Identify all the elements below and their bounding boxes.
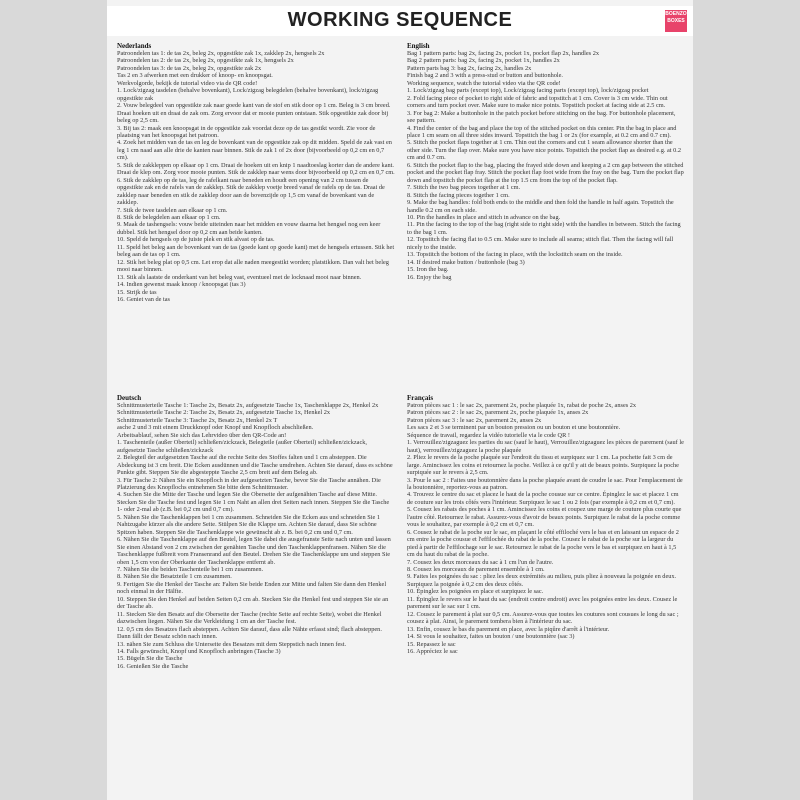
instruction-line: 1. Lock/zigzag bag parts (except top), Lock/zigzag facing parts (except top), lock/zigzag pocket [407, 87, 649, 95]
instruction-line: Patroondelen tas 2: de tas 2x, beleg 2x, opgestikte zak 1x, hengsels 2x [117, 57, 294, 65]
section-nederlands [117, 42, 395, 303]
instruction-line: Patroondelen tas 1: de tas 2x, beleg 2x, opgestikte zak 1x, zakklep 2x, hengsels 2x [117, 50, 325, 57]
instruction-line: 13. Topstitch the bottom of the facing in place, with the lockstitch seam on the inside. [407, 251, 623, 259]
instruction-line: 12. Stik het beleg plat op 0,5 cm. Let erop dat alle naden meegestikt worden; platstikken. Dan valt het beleg mooi naar binnen. [117, 258, 389, 274]
section-francais [407, 394, 685, 655]
instruction-line: 4. Find the center of the bag and place the top of the stitched pocket on this center. Pin the bag in place and place 1 cm seam on all three sides inward. Topstitch the bag 1 or 2x (for example, at 0.2 cm and 0.7 cm). [407, 124, 677, 139]
instruction-line: 2. Fold facing piece of pocket to right side of fabric and topstitch at 1 cm. Cover is 3 cm wide. Thin out corners and turn pocket over. Make sure to make nice points. Topstitch pocket at facing side at 2.5 cm. [407, 94, 668, 110]
instruction-list [407, 50, 685, 281]
instruction-line: 16. Enjoy the bag [407, 273, 452, 281]
instruction-line: 7. Stitch the two bag pieces together at 1 cm. [407, 184, 521, 192]
instruction-line: 1. Verrouillez/zigzaguez les parties du sac (sauf le haut), Verrouillez/zigzaguez les pièces de parement (sauf le haut), verrouillez/zigzaguez la poche plaquée [407, 439, 684, 454]
instruction-line: 9. Fertigen Sie die Henkel der Tasche an: Falten Sie beide Enden zur Mitte und falten Sie dann den Henkel noch einmal in der Hälfte. [117, 580, 387, 596]
instruction-line: 6. Nähen Sie die Taschenklappe auf den Beutel, legen Sie dabei die ausgefranste Seite nach unten und lassen Sie einen Abstand von 2 cm zwischen der genähten Tasche und den Taschenklappenfransen. Nähen Sie die Taschenklappe fußbreit vom Fransenrand auf den Beutel. Drehen Sie die Taschenklappe um und steppen Sie oben 1,5 cm von der Oberkante der Taschenklappe entfernt ab. [117, 536, 391, 566]
instruction-line: 3. For bag 2: Make a buttonhole in the patch pocket before stitching on the bag. For buttonhole placement, see pattern. [407, 109, 676, 125]
instruction-line: 4. Zoek het midden van de tas en leg de bovenkant van de opgestikte zak op dit midden. Speld de zak vast en leg 1 cm naad aan alle drie de kanten naar binnen. Stik de zak 1 of 2x door (bijvoorbeeld op 0,2 cm en 0,7 cm). [117, 139, 392, 162]
section-heading: English [407, 42, 430, 50]
instruction-line: 16. Appréciez le sac [407, 647, 458, 655]
instruction-line: Patron pièces sac 1 : le sac 2x, parement 2x, poche plaquée 1x, rabat de poche 2x, anses 2x [407, 402, 637, 409]
instruction-line: 14. Indien gewenst maak knoop / knoopsgat (tas 3) [117, 281, 246, 289]
instruction-list [117, 402, 395, 670]
instruction-line: 6. Cousez le rabat de la poche sur le sac, en plaçant le côté effiloché vers le bas et en laissant un espace de 2 cm entre la poche cousue et l'effilochée du rabat de la poche. Cousez le rabat de la poche sur la largeur du pied à partir de l'effilochage sur le sac. Retournez le rabat de la poche vers le bas et surpiquez en haut à 1,5 cm du haut du rabat de la poche. [407, 528, 679, 559]
instruction-line: Schnittmusterteile Tasche 1: Tasche 2x, Besatz 2x, aufgesetzte Tasche 1x, Taschenklappe 2x, Henkel 2x [117, 402, 379, 409]
page-title: WORKING SEQUENCE [287, 9, 513, 31]
instruction-line: 16. Geniet van de tas [117, 295, 170, 303]
header-bar [107, 6, 693, 36]
instruction-line: 12. 0,5 cm des Besatzes flach absteppen. Achten Sie darauf, dass alle Nähte erfasst sind; flach absteppen. Dann fällt der Besatz schön nach innen. [117, 625, 382, 641]
instruction-line: 11. Speld het beleg aan de bovenkant van de tas (goede kant op goede kant) met de hengsels ertussen. Stik het beleg aan de tas op 1 cm. [117, 243, 395, 259]
section-heading: Nederlands [117, 42, 152, 50]
instruction-line: 11. Pin the facing to the top of the bag (right side to right side) with the handles in between. Stitch the facing to the bag 1 cm. [407, 221, 681, 236]
instruction-line: Patron pièces sac 3 : le sac 2x, parement 2x, anses 2x [407, 416, 542, 424]
instruction-line: Bag 2 pattern parts: bag 2x, facing 2x, pocket 1x, handles 2x [407, 57, 560, 65]
instruction-line: Les sacs 2 et 3 se terminent par un bouton pression ou un bouton et une boutonnière. [407, 424, 621, 432]
instruction-line: 1. Taschenteile (außer Oberteil) schließen/zickzack, Belegteile (außer Oberteil) schließen/zickzack, aufgesetzte Tasche schließen/zickzack [117, 439, 367, 454]
instruction-line: 10. Steppen Sie den Henkel auf beiden Seiten 0,2 cm ab. Stecken Sie die Henkel fest und steppen Sie sie an der Tasche ab. [117, 595, 389, 611]
instruction-line: 6. Stitch the pocket flap to the bag, placing the frayed side down and keeping a 2 cm gap between the stitched pocket and the pocket flap fray. Stitch the pocket flap foot wide from the fray on the bag. Turn the pocket flap down and topstitch the pocket flap at the top 1.5 cm from the top of the pocket flap. [407, 161, 684, 184]
instruction-line: 10. Speld de hengsels op de juiste plek en stik alvast op de tas. [117, 236, 275, 244]
section-deutsch [117, 394, 395, 670]
instruction-line: 3. Pour le sac 2 : Faites une boutonnière dans la poche plaquée avant de coudre le sac. Pour l'emplacement de la boutonnière, reportez-vous au patron. [407, 476, 683, 491]
instruction-line: 5. Nähen Sie die Taschenklappen bei 1 cm zusammen. Schneiden Sie die Ecken aus und schneiden Sie 1 Nahtzugabe kürzer als die andere Seite. Stülpen Sie die Klappe um. Achten Sie darauf, dass Sie schöne Spitzen haben. Steppen Sie die Taschenklappe wie gewünscht ab z. B. bei 0,2 cm und 0,7 cm. [117, 513, 380, 536]
instruction-line: 14. Falls gewünscht, Knopf und Knopfloch anbringen (Tasche 3) [117, 647, 281, 655]
instruction-line: 14. If desired make button / buttonhole (bag 3) [407, 258, 525, 266]
instruction-line: Patroondelen tas 3: de tas 2x, beleg 2x, opgestikte zak 2x [117, 64, 262, 72]
instruction-line: 13. Enfin, cousez le bas du parement en place, avec la piqûre d'arrêt à l'intérieur. [407, 625, 610, 633]
instruction-line: Schnittmusterteile Tasche 3: Tasche 2x, Besatz 2x, Henkel 2x T [117, 416, 278, 424]
instruction-line: 9. Faites les poignées du sac : pliez les deux extrémités au milieu, puis pliez à nouveau la poignée en deux. Surpiquez la poignée à 0,2 cm des deux côtés. [407, 573, 677, 588]
instruction-line: Werkvolgorde, bekijk de tutorial video via de QR code! [117, 79, 258, 87]
instruction-line: asche 2 und 3 mit einem Druckknopf oder Knopf und Knopfloch abschließen. [117, 424, 314, 432]
instruction-line: 3. Für Tasche 2: Nähen Sie ein Knopfloch in der aufgesetzten Tasche, bevor Sie die Tasche annähen. Die Platzierung des Knopflochs entnehmen Sie bitte dem Schnittmuster. [117, 476, 381, 491]
instruction-line: 15. Strijk de tas [117, 288, 157, 296]
instruction-line: 7. Stik de twee tasdelen aan elkaar op 1 cm. [117, 206, 228, 214]
instruction-line: 7. Nähen Sie die beiden Taschenteile bei 1 cm zusammen. [117, 565, 264, 573]
instruction-line: 1. Lock/zigzag tasdelen (behalve bovenkant), Lock/zigzag belegdelen (behalve bovenkant), lock/zigzag opgestikte zak [117, 87, 379, 102]
instruction-line: 10. Épinglez les poignées en place et surpiquez le sac. [407, 588, 544, 596]
section-english [407, 42, 685, 281]
instruction-line: 5. Stik de zakkleppen op elkaar op 1 cm. Draai de hoeken uit en knip 1 naadtoeslag korter dan de andere kant. Draai de klep om. Zorg voor mooie punten. Stik de zakklep naar wens door bijvoorbeeld op 0,2 cm en 0,7 cm. [117, 161, 395, 177]
instruction-list [117, 50, 395, 303]
instruction-line: 2. Vouw belegdeel van opgestikte zak naar goede kant van de stof en stik door op 1 cm. Beleg is 3 cm breed. Draai hoeken uit en draai de zak om. Zorg ervoor dat er mooie punten ontstaan. Stik opgestikte zak door bij beleg op 2,5 cm. [117, 102, 391, 125]
instruction-line: 12. Cousez le parement à plat sur 0,5 cm. Assurez-vous que toutes les coutures sont cousues le long du sac ; cousez à plat. Ainsi, le parement tombera bien à l'intérieur du sac. [407, 610, 679, 626]
instruction-line: 15. Iron the bag. [407, 266, 449, 274]
instruction-line: 3. Bij tas 2: maak een knoopsgat in de opgestikte zak voordat deze op de tas gestikt wordt. Zie voor de plaatsing van het knoopsgat het patroon. [117, 124, 376, 139]
instruction-line: 13. nähen Sie zum Schluss die Unterseite des Besatzes mit dem Steppstich nach innen fest. [117, 640, 347, 648]
section-heading: Deutsch [117, 394, 142, 402]
instruction-line: 9. Make the bag handles: fold both ends to the middle and then fold the handle in half again. Topstitch the handle 0.2 cm on each side. [407, 199, 674, 214]
instruction-line: 8. Cousez les morceaux de parement ensemble à 1 cm. [407, 565, 545, 573]
instruction-line: 11. Stecken Sie den Besatz auf die Oberseite der Tasche (rechte Seite auf rechte Seite), wobei die Henkel dazwischen liegen. Nähen Sie die Verkleidung 1 cm an der Tasche fest. [117, 610, 382, 626]
instruction-line: 8. Stitch the facing pieces together 1 cm. [407, 191, 510, 199]
brand-logo: BOENZO BOXES [665, 10, 687, 32]
instruction-line: 10. Pin the handles in place and stitch in advance on the bag. [407, 213, 561, 221]
instruction-line: 9. Maak de tashengsels: vouw beide uiteinden naar het midden en vouw daarna het hengsel nog een keer dubbel. Stik het hengsel door op 0,2 cm aan beide kanten. [117, 221, 381, 236]
instruction-line: 16. Genießen Sie die Tasche [117, 662, 189, 670]
instruction-line: Finish bag 2 and 3 with a press-stud or button and buttonhole. [407, 72, 564, 80]
document-page [107, 0, 693, 800]
instruction-line: 8. Nähen Sie die Besatzteile 1 cm zusammen. [117, 573, 232, 581]
instruction-line: Tas 2 en 3 afwerken met een drukker of knoop- en knoopsgat. [117, 72, 273, 80]
instruction-line: Bag 1 pattern parts: bag 2x, facing 2x, pocket 1x, pocket flap 2x, handles 2x [407, 50, 600, 57]
instruction-line: Working sequence, watch the tutorial video via the QR code! [407, 79, 561, 87]
instruction-line: Pattern parts bag 3: bag 2x, facing 2x, handles 2x [407, 64, 532, 72]
section-heading: Français [407, 394, 434, 402]
instruction-line: 5. Stitch the pocket flaps together at 1 cm. Thin out the corners and cut 1 seam allowance shorter than the other side. Turn the flap over. Make sure you have nice points. Topstitch the pocket flap as desired e.g. at 0.2 cm and 0.7 cm. [407, 139, 681, 162]
instruction-list [407, 402, 685, 655]
instruction-line: Arbeitsablauf, sehen Sie sich das Lehrvideo über den QR-Code an! [117, 431, 287, 439]
instruction-line: Schnittmusterteile Tasche 2: Tasche 2x, Besatz 2x, aufgesetzte Tasche 1x, Henkel 2x [117, 409, 331, 417]
instruction-line: 13. Stik als laatste de onderkant van het beleg vast, eventueel met de locknaad mooi naar binnen. [117, 273, 362, 281]
instruction-line: 5. Cousez les rabats des poches à 1 cm. Amincissez les coins et coupez une marge de couture plus courte que l'autre côté. Retournez le rabat. Assurez-vous d'avoir de beaux points. Surpiquez le rabat de la poche comme vous le souhaitez, par exemple à 0,2 cm et 0,7 cm. [407, 506, 682, 529]
instruction-line: 2. Belegteil der aufgesetzten Tasche auf die rechte Seite des Stoffes falten und 1 cm absteppen. Die Abdeckung ist 3 cm breit. Die Ecken ausdünnen und die Tasche umdrehen. Achten Sie darauf, dass es schöne Punkte gibt. Steppen Sie die abgesteppte Tasche 2,5 cm breit auf dem Beleg ab. [117, 454, 393, 477]
instruction-line: 4. Trouvez le centre du sac et placez le haut de la poche cousue sur ce centre. Épinglez le sac et placez 1 cm de couture sur les trois côtés vers l'intérieur. Surpiquez le sac 1 ou 2 fois (par exemple à 0,2 cm et 0,7 cm). [407, 491, 679, 506]
instruction-line: 11. Épinglez le revers sur le haut du sac (endroit contre endroit) avec les poignées entre les deux. Cousez le parement sur le sac sur 1 cm. [407, 595, 678, 611]
instruction-line: 4. Suchen Sie die Mitte der Tasche und legen Sie die Oberseite der aufgenähten Tasche auf diese Mitte. Stecken Sie die Tasche fest und legen Sie 1 cm Naht an allen drei Seiten nach innen. Steppen Sie die Tasche 1- oder 2-mal ab (z.B. bei 0,2 cm und 0,7 cm). [117, 491, 390, 514]
instruction-line: 2. Pliez le revers de la poche plaquée sur l'endroit du tissu et surpiquez sur 1 cm. La pochette fait 3 cm de large. Amincissez les coins et retournez la poche. Veillez à ce qu'il y ait de beaux points. Surpiquez la poche surpiquée sur le revers à 2,5 cm. [407, 454, 679, 477]
instruction-line: 6. Stik de zakklep op de tas, leg de rafelkant naar beneden en houdt een opening van 2 cm tussen de opgestikte zak en de rafels van de zakklep. Stik de zakklep voetje breed vanaf de rafels op de tas. Draai de zakklep naar beneden en stik de zakklep door aan de bovenzijde op 1,5 cm vanaf de bovenkant van de zakklep. [117, 176, 385, 207]
instruction-line: 15. Bügeln Sie die Tasche [117, 655, 183, 663]
instruction-line: 12. Topstitch the facing flat to 0.5 cm. Make sure to include all seams; stitch flat. Then the facing will fall nicely to the inside. [407, 236, 674, 251]
instruction-line: 8. Stik de belegdelen aan elkaar op 1 cm. [117, 213, 221, 221]
instruction-line: Séquence de travail, regardez la vidéo tutorielle via le code QR ! [407, 431, 570, 439]
instruction-line: 15. Repassez le sac [407, 640, 456, 648]
instruction-line: Patron pièces sac 2 : le sac 2x, parement 2x, poche plaquée 1x, anses 2x [407, 409, 589, 417]
instruction-line: 7. Cousez les deux morceaux du sac à 1 cm l'un de l'autre. [407, 558, 554, 566]
instruction-line: 14. Si vous le souhaitez, faites un bouton / une boutonnière (sac 3) [407, 633, 575, 641]
